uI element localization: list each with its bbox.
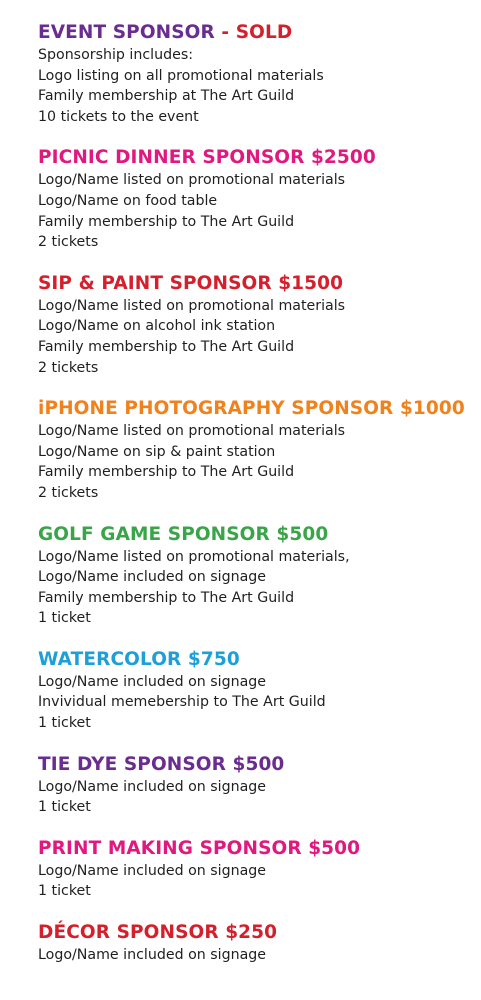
benefit-item: Logo/Name included on signage (38, 947, 267, 964)
sponsor-block (38, 273, 481, 378)
benefit-item: Logo/Name included on signage (38, 778, 267, 795)
benefit-item: Logo listing on all promotional materials (38, 67, 324, 84)
sponsor-block (38, 754, 481, 818)
benefit-item: Logo/Name included on signage (38, 862, 267, 879)
sponsor-title: TIE DYE SPONSOR $500 (38, 753, 285, 775)
benefit-item: Logo/Name listed on promotional materials, (38, 548, 350, 565)
benefit-item: Logo/Name included on signage (38, 569, 267, 586)
sponsor-block (38, 524, 481, 629)
sponsor-title: SIP & PAINT SPONSOR $1500 (38, 272, 344, 294)
benefit-list (38, 777, 481, 818)
benefit-item: Family membership to The Art Guild (38, 464, 295, 481)
sponsor-heading (38, 754, 481, 776)
benefit-item: 1 ticket (38, 715, 91, 732)
benefit-item: Family membership to The Art Guild (38, 338, 295, 355)
sold-label: - SOLD (214, 22, 293, 43)
benefit-item: 2 tickets (38, 359, 99, 376)
benefit-item: 1 ticket (38, 883, 91, 900)
sponsor-heading (38, 273, 481, 295)
benefit-item: 1 ticket (38, 799, 91, 816)
sponsor-heading (38, 524, 481, 546)
benefit-item: Logo/Name on sip & paint station (38, 443, 276, 460)
sponsor-block (38, 649, 481, 734)
sponsor-block (38, 922, 481, 966)
sponsor-block (38, 22, 481, 127)
sponsor-block (38, 147, 481, 252)
sponsor-block (38, 398, 481, 503)
benefit-item: Logo/Name on alcohol ink station (38, 318, 276, 335)
benefit-list (38, 547, 481, 629)
sponsor-title: PICNIC DINNER SPONSOR $2500 (38, 147, 376, 169)
benefit-list (38, 945, 481, 966)
benefit-item: Logo/Name listed on promotional materials (38, 172, 346, 189)
benefit-list (38, 861, 481, 902)
benefit-item: 2 tickets (38, 484, 99, 501)
benefit-list (38, 45, 481, 127)
sponsor-heading (38, 398, 481, 420)
sponsor-title: GOLF GAME SPONSOR $500 (38, 523, 329, 545)
benefit-item: Family membership to The Art Guild (38, 213, 295, 230)
sponsor-title: iPHONE PHOTOGRAPHY SPONSOR $1000 (38, 398, 465, 420)
benefit-list (38, 170, 481, 252)
benefit-item: 2 tickets (38, 234, 99, 251)
sponsor-title: WATERCOLOR $750 (38, 648, 240, 670)
benefit-item: Logo/Name included on signage (38, 673, 267, 690)
sponsor-heading (38, 147, 481, 169)
benefit-item: Family membership to The Art Guild (38, 589, 295, 606)
benefit-item: Sponsorship includes: (38, 47, 194, 63)
benefit-item: Logo/Name listed on promotional materials (38, 423, 346, 440)
sponsor-heading (38, 22, 481, 44)
benefit-list (38, 421, 481, 503)
benefit-item: Logo/Name listed on promotional materials (38, 297, 346, 314)
sponsor-title: EVENT SPONSOR (38, 22, 215, 43)
sponsor-title: PRINT MAKING SPONSOR $500 (38, 837, 361, 859)
sponsor-heading (38, 838, 481, 860)
sponsor-title: DÉCOR SPONSOR $250 (38, 922, 278, 944)
benefit-item: Family membership at The Art Guild (38, 88, 295, 105)
benefit-list (38, 296, 481, 378)
sponsor-heading (38, 649, 481, 671)
benefit-item: 10 tickets to the event (38, 108, 199, 125)
benefit-list (38, 672, 481, 734)
benefit-item: 1 ticket (38, 610, 91, 627)
benefit-item: Invividual memebership to The Art Guild (38, 694, 326, 711)
sponsor-heading (38, 922, 481, 944)
benefit-item: Logo/Name on food table (38, 192, 218, 209)
sponsor-block (38, 838, 481, 902)
